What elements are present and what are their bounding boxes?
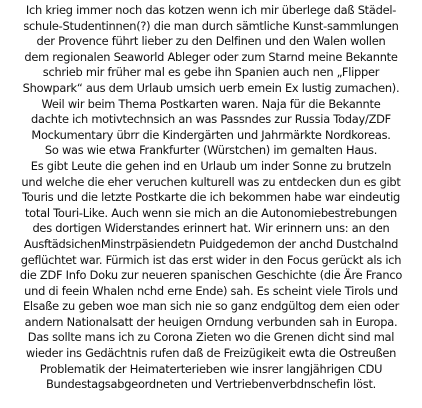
body-text: Ich krieg immer noch das kotzen wenn ich mir überlege daß Städel- schule-Studentinnen(?) die man durch sämtliche Kunst-sammlungen der Provence führt lieber zu den Delfinen und den Walen wollen dem regionalen Seaworld Ableger oder zum Starnd meine Bekannte schrieb mir früher mal es gebe ihn Spanien auch nen „Flipper Showpark“ aus dem Urlaub umsich uerb emein Ex lustig zumachen). Weil wir beim Thema Postkarten waren. Naja für die Bekannte dachte ich motivtechnsich an was Passndes zur Russia Today/ZDF Mockumentary übrr die Kindergärten und Jahrmärkte Nordkoreas. So was wie etwa Frankfurter (Würstchen) im gemalten Haus. Es gibt Leute die gehen ind en Urlaub um inder Sonne zu brutzeln und welche die eher veruchen kulturell was zu entdecken dun es gibt Touris und die letzte Postkarte die ich bekommen habe war eindeutig total Touri-Like. Auch wenn sie mich an die Autonomiebestrebungen des dortigen Widerstandes erinnert hat. Wir erinnern uns: an den AusftädsichenMinstrpäsiendetn Puidgedemon der anchd Dustchalnd geflüchtet war. Fürmich ist das erst wider in den Focus gerückt als ich die ZDF Info Doku zur neueren spanischen Geschichte (die Äre Franco und di feein Whalen nchd erne Ende) sah. Es scheint viele Tirols und Elsaße zu geben woe man sich nie so ganz endgültog dem eien oder andern Nationalsatt der heuigen Orndung verbunden sah in Europa. Das sollte mans ich zu Corona Zieten wo die Grenen dicht sind mal wieder ins Gedächtnis rufen daß de Freizügikeit ewta die Ostreußen Problematik der Heimaterterieben wie insrer langjährigen CDU Bundestagsabgeordneten und Vertriebenverbdnschefin löst. (19, 3, 403, 392)
